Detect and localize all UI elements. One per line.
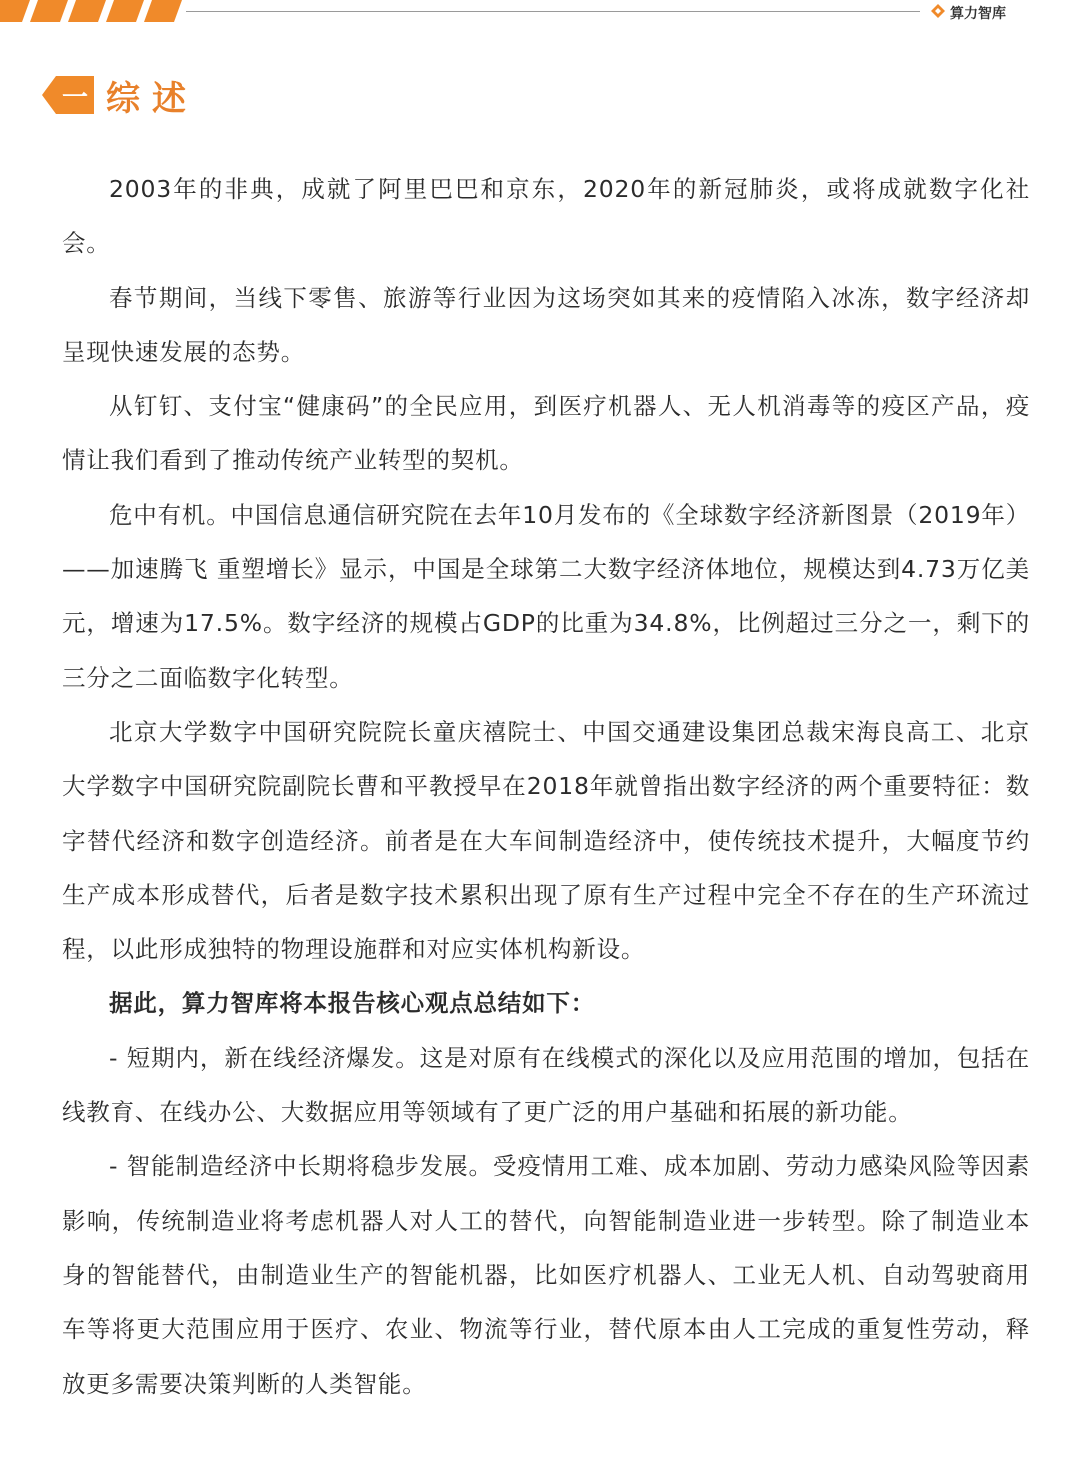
header-rule	[186, 11, 920, 12]
paragraph: 北京大学数字中国研究院院长童庆禧院士、中国交通建设集团总裁宋海良高工、北京大学数字中国研究院副院长曹和平教授早在2018年就曾指出数字经济的两个重要特征：数字替代经济和数字创造经济。前者是在大车间制造经济中，使传统技术提升，大幅度节约生产成本形成替代，后者是数字技术累积出现了原有生产过程中完全不存在的生产环流过程，以此形成独特的物理设施群和对应实体机构新设。	[62, 717, 1030, 964]
brand-name: 算力智库	[950, 6, 1006, 22]
paragraph: 从钉钉、支付宝“健康码”的全民应用，到医疗机器人、无人机消毒等的疫区产品，疫情让我们看到了推动传统产业转型的契机。	[62, 392, 1030, 475]
summary-heading: 据此，算力智库将本报告核心观点总结如下：	[109, 989, 595, 1018]
paragraph: 2003年的非典，成就了阿里巴巴和京东，2020年的新冠肺炎，或将成就数字化社会。	[62, 175, 1030, 258]
article-body	[62, 162, 1030, 1411]
header-stripes-decoration	[0, 0, 190, 22]
bullet-point: - 智能制造经济中长期将稳步发展。受疫情用工难、成本加剧、劳动力感染风险等因素影响，传统制造业将考虑机器人对人工的替代，向智能制造业进一步转型。除了制造业本身的智能替代，由制造业生产的智能机器，比如医疗机器人、工业无人机、自动驾驶商用车等将更大范围应用于医疗、农业、物流等行业，替代原本由人工完成的重复性劳动，释放更多需要决策判断的人类智能。	[62, 1152, 1030, 1398]
paragraph: 危中有机。中国信息通信研究院在去年10月发布的《全球数字经济新图景（2019年）——加速腾飞 重塑增长》显示，中国是全球第二大数字经济体地位，规模达到4.73万亿美元，增速为17.5%。数字经济的规模占GDP的比重为34.8%，比例超过三分之一，剩下的三分之二面临数字化转型。	[62, 500, 1030, 692]
brand-logo	[930, 2, 1006, 24]
section-number: 一	[61, 82, 88, 113]
paragraph: 春节期间，当线下零售、旅游等行业因为这场突如其来的疫情陷入冰冻，数字经济却呈现快速发展的态势。	[62, 283, 1030, 366]
section-title: 综述	[106, 78, 198, 119]
section-heading	[42, 74, 198, 119]
diamond-logo-icon	[930, 3, 946, 23]
section-number-tag	[42, 76, 94, 114]
bullet-point: - 短期内，新在线经济爆发。这是对原有在线模式的深化以及应用范围的增加，包括在线教育、在线办公、大数据应用等领域有了更广泛的用户基础和拓展的新功能。	[62, 1043, 1030, 1127]
